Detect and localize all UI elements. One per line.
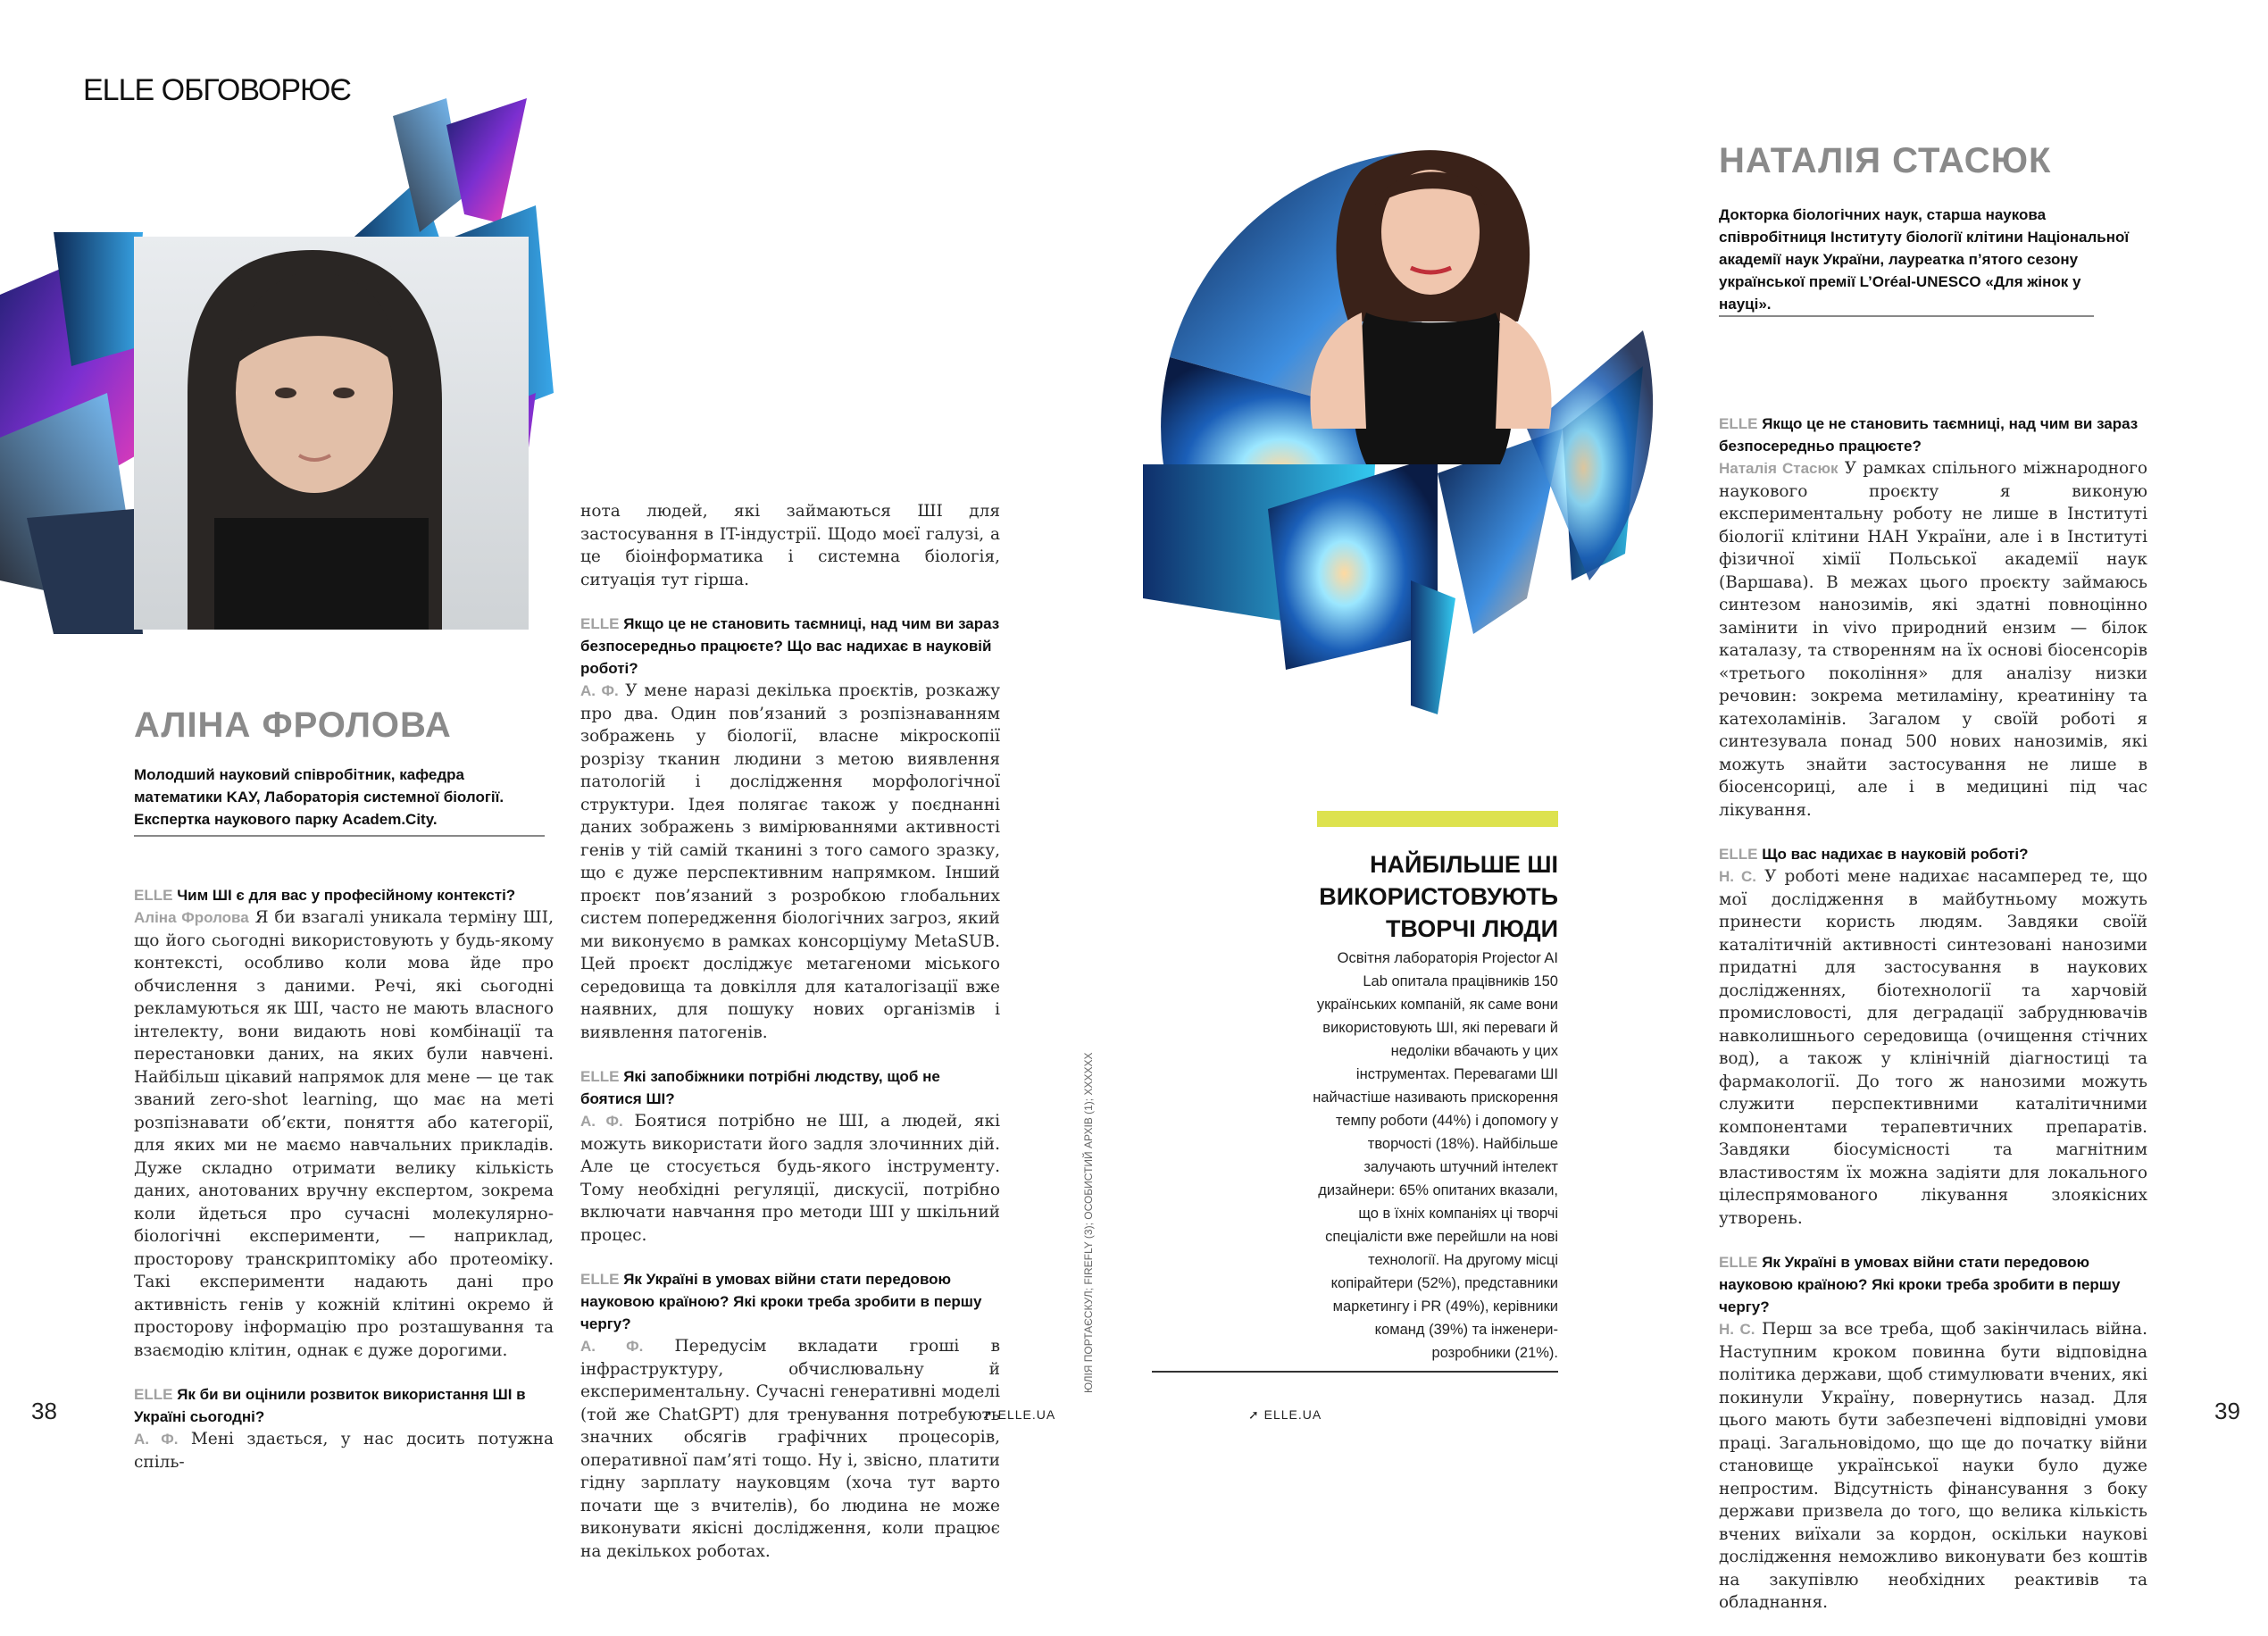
answer-paragraph — [134, 906, 554, 1362]
section-label: ELLE ОБГОВОРЮЄ — [83, 73, 351, 107]
sidebar-title: НАЙБІЛЬШЕ ШІ ВИКОРИСТОВУЮТЬ ТВОРЧІ ЛЮДИ — [1319, 851, 1558, 942]
left-column-2 — [580, 500, 1000, 1584]
answer-paragraph — [134, 1428, 554, 1473]
answer-paragraph — [1719, 1318, 2147, 1615]
right-person-name: НАТАЛІЯ СТАСЮК — [1719, 141, 2052, 180]
question-block — [134, 884, 554, 906]
speaker-name: А. Ф. — [134, 1431, 179, 1448]
sidebar-accent-bar — [1317, 811, 1558, 827]
collage-fragments — [0, 98, 571, 634]
page-number-right: 39 — [2214, 1398, 2240, 1424]
question-text: Як Україні в умовах війни стати передовою науковою країною? Які кроки треба зробити в першу чергу? — [1719, 1254, 2121, 1315]
speaker-name: Н. С. — [1719, 1321, 1755, 1338]
elle-tag: ELLE — [1719, 1254, 1758, 1271]
question-text: Якщо це не становить таємниці, над чим ви зараз безпосередньо працюєте? Що вас надихає в науковій роботі? — [580, 615, 1000, 677]
question-block — [580, 1268, 1000, 1335]
question-block — [580, 613, 1000, 680]
answer-paragraph — [580, 680, 1000, 1044]
speaker-name: А. Ф. — [580, 1113, 623, 1130]
elle-tag: ELLE — [580, 1068, 620, 1085]
question-block — [1719, 413, 2147, 457]
elle-tag: ELLE — [580, 1271, 620, 1288]
left-photo-collage — [0, 98, 571, 634]
question-text: Які запобіжники потрібні людству, щоб не боятися ШІ? — [580, 1068, 940, 1107]
question-block — [134, 1383, 554, 1428]
answer-text: Перш за все треба, щоб закінчилась війна. Наступним кроком повинна бути відповідна політика держави, щоб стимулювати вчених, які покинули Україну, повернутись назад. Для цього мають бути забезпечені відповідні умови праці. Загальновідомо, що ще до початку війни становище української науки було дуже непростим. Відсутність фінансування з боку держави призвела до того, що велика кількість вчених виїхали за кордон, оскільки наукові дослідження неможливо виконувати без коштів на закупівлю необхідних реактивів та обладнання. — [1719, 1320, 2147, 1612]
question-text: Як би ви оцінили розвиток використання ШІ в Україні сьогодні? — [134, 1386, 526, 1425]
answer-text: У мене наразі декілька проєктів, розкажу про два. Один пов’язаний з розпізнаванням зображень у біології, власне мікроскопії розрізу тканин людини з метою виявлення патологій і дослідження морфологічної структури. Ідея полягає також у поєднанні даних зображень з вимірюваннями активності генів у тій самій тканині з того самого зразку, що є дуже перспективним напрямком. Інший проєкт пов’язаний з розробкою глобальних систем попередження біологічних загроз, який ми виконуємо в рамках консорціуму MetaSUB. Цей проєкт досліджує метагеноми міського середовища та довкілля для каталогізації вже наявних, для пошуку нових організмів і виявлення патогенів. — [580, 681, 1000, 1042]
elle-tag: ELLE — [134, 887, 173, 904]
collage-fragments — [1143, 134, 1705, 723]
right-person-bio: Докторка біологічних наук, старша наукова співробітниця Інституту біології клітини Національної академії наук України, лауреатка п’ятого сезону української премії L’Oréal-UNESCO «Для жінок у науці». — [1719, 206, 2130, 313]
right-photo-collage — [1143, 134, 1705, 723]
right-bio-rule — [1719, 315, 2094, 317]
answer-text: Боятися потрібно не ШІ, а людей, які можуть використати його задля злочинних дій. Але це стосується будь-якого інструменту. Тому необхідні регуляції, дискусії, потрібно включати навчання про методи ШІ у шкільний процес. — [580, 1112, 1000, 1245]
answer-text: У рамках спільного міжнародного наукового проєкту я виконую експериментальну роботу не лише в Інституті біології клітини НАН України, але і в Інституті фізичної хімії Польської академії наук (Варшава). В межах цього проєкту займаюсь синтезом нанозимів, які здатні повноцінно замінити in vivo природний ензим — білок каталазу, та створенням на їх основі біосенсорів «третього покоління» для аналізу низки речовин: зокрема метиламіну, креатиніну та катехоламінів. Загалом у своїй роботі я синтезувала понад 500 нових нанозимів, які можуть знайти застосування не лише в біосенсориці, але і в медицині під час лікування. — [1719, 459, 2147, 820]
photo-credit: ЮЛІЯ ПОРТАЄСКУЛ; FIREFLY (3); ОСОБИСТИЙ АРХІВ (1); XXXXXX — [1082, 1052, 1095, 1393]
question-text: Як Україні в умовах війни стати передовою науковою країною? Які кроки треба зробити в першу чергу? — [580, 1271, 982, 1332]
speaker-name: Аліна Фролова — [134, 909, 249, 926]
sidebar-bottom-rule — [1152, 1371, 1558, 1373]
site-url-left[interactable]: ➚ ELLE.UA — [982, 1407, 1056, 1422]
left-person-name: АЛІНА ФРОЛОВА — [134, 705, 452, 745]
right-column — [1719, 413, 2147, 1636]
left-bio-rule — [134, 835, 545, 837]
question-text: Якщо це не становить таємниці, над чим ви зараз безпосередньо працюєте? — [1719, 415, 2139, 455]
question-text: Що вас надихає в науковій роботі? — [1762, 846, 2029, 863]
elle-tag: ELLE — [1719, 846, 1758, 863]
answer-text: Передусім вкладати гроші в інфраструктуру, обчислювальну й експериментальну. Сучасні генеративні моделі (той же ChatGPT) для тренування потребують значних обсягів графічних процесорів, оперативної пам’яті тощо. Ну і, звісно, платити гідну зарплату науковцям (хоча тут варто почати ще з вчителів), бо людина не може виконувати якісні дослідження, коли працює на декількох роботах. — [580, 1337, 1000, 1561]
elle-tag: ELLE — [580, 615, 620, 632]
speaker-name: Наталія Стасюк — [1719, 460, 1839, 477]
answer-paragraph — [1719, 457, 2147, 822]
question-text: Чим ШІ є для вас у професійному контексті? — [177, 887, 516, 904]
page-number-left: 38 — [31, 1398, 57, 1424]
answer-text: Мені здається, у нас досить потужна спіль- — [134, 1430, 554, 1472]
elle-tag: ELLE — [1719, 415, 1758, 432]
answer-paragraph — [580, 1110, 1000, 1247]
speaker-name: А. Ф. — [580, 682, 619, 699]
answer-text: У роботі мене надихає насамперед те, що мої дослідження в майбутньому можуть принести користь людям. Завдяки своїй каталітичній активності синтезовані нанозими придатні для застосування в наукових дослідженнях, біотехнології та харчовій промисловості, для деградації забруднювачів навколишнього середовища (очищення стічних вод), а також у клінічній діагностиці та фармакології. До того ж нанозими можуть служити перспективними каталітичними компонентами терапевтичних препаратів. Завдяки біосумісності та магнітним властивостям їх можна задіяти для локального цілеспрямованого лікування злоякісних утворень. — [1719, 867, 2147, 1228]
answer-paragraph: нота людей, які займаються ШІ для застосування в IT-індустрії. Щодо моєї галузі, а це біоінформатика і системна біологія, ситуація тут гірша. — [580, 502, 1000, 589]
question-block — [580, 1065, 1000, 1110]
left-column-1 — [134, 884, 554, 1495]
answer-text: Я би взагалі уникала терміну ШІ, що його сьогодні використовують у будь-якому контексті, особливо коли мова йде про обчислення з даними. Речі, які сьогодні рекламуються як ШІ, часто не мають власного інтелекту, вони видають нові комбінації та перестановки даних, на яких були навчені. Найбільш цікавий напрямок для мене — це так званий zero-shot learning, що має на меті розпізнавати об’єкти, поняття або категорії, для яких ми не маємо навчальних прикладів. Дуже складно отримати велику кількість даних, анотованих вручну експертом, зокрема коли йдеться про сучасні молекулярно-біологічні експерименти, — наприклад, просторову транскриптоміку або протеоміку. Такі експерименти надають дані про активність генів у кожній клітині окремо й просторову інформацію про розташування та взаємодію клітин, однак є дуже дорогими. — [134, 908, 554, 1360]
answer-paragraph — [580, 1335, 1000, 1563]
question-block — [1719, 843, 2147, 865]
site-url-right[interactable]: ➚ ELLE.UA — [1248, 1407, 1322, 1422]
answer-paragraph — [1719, 865, 2147, 1230]
speaker-name: А. Ф. — [580, 1338, 644, 1355]
left-person-bio: Молодший науковий співробітник, кафедра математики KAУ, Лабораторія системної біології. Експертка наукового парку Academ.City. — [134, 766, 504, 828]
elle-tag: ELLE — [134, 1386, 173, 1403]
question-block — [1719, 1251, 2147, 1318]
sidebar-text: Освітня лабораторія Projector AI Lab опитала працівників 150 українських компаній, як саме вони використовують ШІ, які переваги й недоліки вбачають у цих інструментах. Перевагами ШІ найчастіше називають прискорення темпу роботи (44%) і допомогу у творчості (18%). Найбільше залучають штучний інтелект дизайнери: 65% опитаних вказали, що в їхніх компаніях ці творчі спеціалісти вже перейшли на нові технології. На другому місці копірайтери (52%), представники маркетингу і PR (49%), керівники команд (39%) та інженери-розробники (21%). — [1313, 950, 1558, 1361]
speaker-name: Н. С. — [1719, 868, 1756, 885]
